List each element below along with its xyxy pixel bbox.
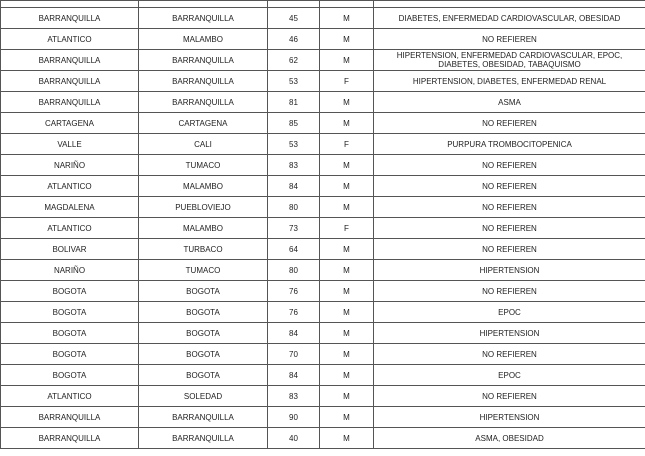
age-cell xyxy=(268,1,320,8)
age-cell: 83 xyxy=(268,155,320,176)
department-cell: BARRANQUILLA xyxy=(1,92,139,113)
table-row xyxy=(1,29,645,50)
comorbidities-cell: ASMA xyxy=(374,92,645,113)
department-cell: VALLE xyxy=(1,134,139,155)
sex-cell: M xyxy=(320,386,374,407)
sex-cell: M xyxy=(320,428,374,449)
comorbidities-cell: HIPERTENSION xyxy=(374,260,645,281)
age-cell: 80 xyxy=(268,260,320,281)
age-cell: 64 xyxy=(268,239,320,260)
comorbidities-cell: EPOC xyxy=(374,302,645,323)
municipality-cell: CARTAGENA xyxy=(139,113,268,134)
comorbidities-cell: DIABETES, ENFERMEDAD CARDIOVASCULAR, OBESIDAD xyxy=(374,8,645,29)
sex-cell: M xyxy=(320,281,374,302)
municipality-cell: MALAMBO xyxy=(139,176,268,197)
sex-cell: M xyxy=(320,113,374,134)
age-cell: 76 xyxy=(268,281,320,302)
municipality-cell: PUEBLOVIEJO xyxy=(139,197,268,218)
comorbidities-cell: HIPERTENSION xyxy=(374,323,645,344)
age-cell: 83 xyxy=(268,386,320,407)
comorbidities-cell: NO REFIEREN xyxy=(374,176,645,197)
age-cell: 84 xyxy=(268,323,320,344)
municipality-cell: BARRANQUILLA xyxy=(139,428,268,449)
department-cell: BOGOTA xyxy=(1,344,139,365)
table-row xyxy=(1,8,645,29)
comorbidities-cell: NO REFIEREN xyxy=(374,344,645,365)
age-cell: 80 xyxy=(268,197,320,218)
department-cell: BOLIVAR xyxy=(1,239,139,260)
comorbidities-cell: PURPURA TROMBOCITOPENICA xyxy=(374,134,645,155)
table-row xyxy=(1,428,645,449)
municipality-cell: BARRANQUILLA xyxy=(139,92,268,113)
sex-cell: M xyxy=(320,323,374,344)
table-row xyxy=(1,176,645,197)
age-cell: 76 xyxy=(268,302,320,323)
sex-cell: M xyxy=(320,8,374,29)
sex-cell: M xyxy=(320,29,374,50)
table-row xyxy=(1,323,645,344)
age-cell: 70 xyxy=(268,344,320,365)
sex-cell: F xyxy=(320,218,374,239)
municipality-cell: BOGOTA xyxy=(139,302,268,323)
municipality-cell: BARRANQUILLA xyxy=(139,50,268,71)
municipality-cell: TUMACO xyxy=(139,260,268,281)
comorbidities-cell: NO REFIEREN xyxy=(374,155,645,176)
table-row xyxy=(1,407,645,428)
municipality-cell: BOGOTA xyxy=(139,281,268,302)
comorbidities-cell: NO REFIEREN xyxy=(374,29,645,50)
department-cell: BARRANQUILLA xyxy=(1,428,139,449)
table-row xyxy=(1,281,645,302)
age-cell: 45 xyxy=(268,8,320,29)
comorbidities-cell: HIPERTENSION, ENFERMEDAD CARDIOVASCULAR, EPOC, DIABETES, OBESIDAD, TABAQUISMO xyxy=(374,50,645,71)
age-cell: 84 xyxy=(268,176,320,197)
comorbidities-cell: NO REFIEREN xyxy=(374,281,645,302)
sex-cell: M xyxy=(320,260,374,281)
department-cell: MAGDALENA xyxy=(1,197,139,218)
sex-cell: F xyxy=(320,71,374,92)
department-cell: BOGOTA xyxy=(1,281,139,302)
age-cell: 73 xyxy=(268,218,320,239)
sex-cell: M xyxy=(320,176,374,197)
municipality-cell: MALAMBO xyxy=(139,29,268,50)
sex-cell: F xyxy=(320,134,374,155)
municipality-cell: BARRANQUILLA xyxy=(139,8,268,29)
comorbidities-cell: NO REFIEREN xyxy=(374,113,645,134)
comorbidities-cell: HIPERTENSION xyxy=(374,407,645,428)
table-row xyxy=(1,113,645,134)
municipality-cell: MALAMBO xyxy=(139,218,268,239)
table-row xyxy=(1,302,645,323)
municipality-cell: CALI xyxy=(139,134,268,155)
municipality-cell: TUMACO xyxy=(139,155,268,176)
department-cell: BOGOTA xyxy=(1,323,139,344)
table-row xyxy=(1,1,645,8)
table-row xyxy=(1,50,645,71)
table-row xyxy=(1,197,645,218)
municipality-cell: TURBACO xyxy=(139,239,268,260)
department-cell: BOGOTA xyxy=(1,365,139,386)
sex-cell: M xyxy=(320,239,374,260)
department-cell: BARRANQUILLA xyxy=(1,71,139,92)
sex-cell: M xyxy=(320,344,374,365)
table-row xyxy=(1,71,645,92)
department-cell: ATLANTICO xyxy=(1,386,139,407)
table-row xyxy=(1,386,645,407)
department-cell: BARRANQUILLA xyxy=(1,8,139,29)
comorbidities-cell: EPOC xyxy=(374,365,645,386)
age-cell: 40 xyxy=(268,428,320,449)
table-row xyxy=(1,92,645,113)
municipality-cell: BOGOTA xyxy=(139,344,268,365)
sex-cell: M xyxy=(320,302,374,323)
department-cell: CARTAGENA xyxy=(1,113,139,134)
department-cell: BARRANQUILLA xyxy=(1,407,139,428)
comorbidities-cell: NO REFIEREN xyxy=(374,197,645,218)
age-cell: 90 xyxy=(268,407,320,428)
age-cell: 84 xyxy=(268,365,320,386)
comorbidities-cell: ASMA, OBESIDAD xyxy=(374,428,645,449)
sex-cell: M xyxy=(320,197,374,218)
comorbidities-cell: NO REFIEREN xyxy=(374,239,645,260)
age-cell: 46 xyxy=(268,29,320,50)
sex-cell: M xyxy=(320,155,374,176)
age-cell: 53 xyxy=(268,134,320,155)
sex-cell xyxy=(320,1,374,8)
department-cell: NARIÑO xyxy=(1,155,139,176)
sex-cell: M xyxy=(320,407,374,428)
municipality-cell: BARRANQUILLA xyxy=(139,71,268,92)
department-cell: ATLANTICO xyxy=(1,218,139,239)
table-row xyxy=(1,155,645,176)
age-cell: 85 xyxy=(268,113,320,134)
municipality-cell: BOGOTA xyxy=(139,323,268,344)
department-cell: ATLANTICO xyxy=(1,176,139,197)
table-row xyxy=(1,260,645,281)
table-row xyxy=(1,134,645,155)
department-cell: BARRANQUILLA xyxy=(1,50,139,71)
age-cell: 81 xyxy=(268,92,320,113)
table-row xyxy=(1,239,645,260)
table-row xyxy=(1,365,645,386)
municipality-cell xyxy=(139,1,268,8)
comorbidities-cell: HIPERTENSION, DIABETES, ENFERMEDAD RENAL xyxy=(374,71,645,92)
age-cell: 62 xyxy=(268,50,320,71)
comorbidities-cell xyxy=(374,1,645,8)
sex-cell: M xyxy=(320,50,374,71)
comorbidities-cell: NO REFIEREN xyxy=(374,386,645,407)
sex-cell: M xyxy=(320,92,374,113)
department-cell: NARIÑO xyxy=(1,260,139,281)
cases-table-body xyxy=(1,1,645,449)
sex-cell: M xyxy=(320,365,374,386)
municipality-cell: BOGOTA xyxy=(139,365,268,386)
department-cell: BOGOTA xyxy=(1,302,139,323)
table-row xyxy=(1,344,645,365)
municipality-cell: SOLEDAD xyxy=(139,386,268,407)
age-cell: 53 xyxy=(268,71,320,92)
department-cell: ATLANTICO xyxy=(1,29,139,50)
comorbidities-cell: NO REFIEREN xyxy=(374,218,645,239)
department-cell xyxy=(1,1,139,8)
table-row xyxy=(1,218,645,239)
municipality-cell: BARRANQUILLA xyxy=(139,407,268,428)
